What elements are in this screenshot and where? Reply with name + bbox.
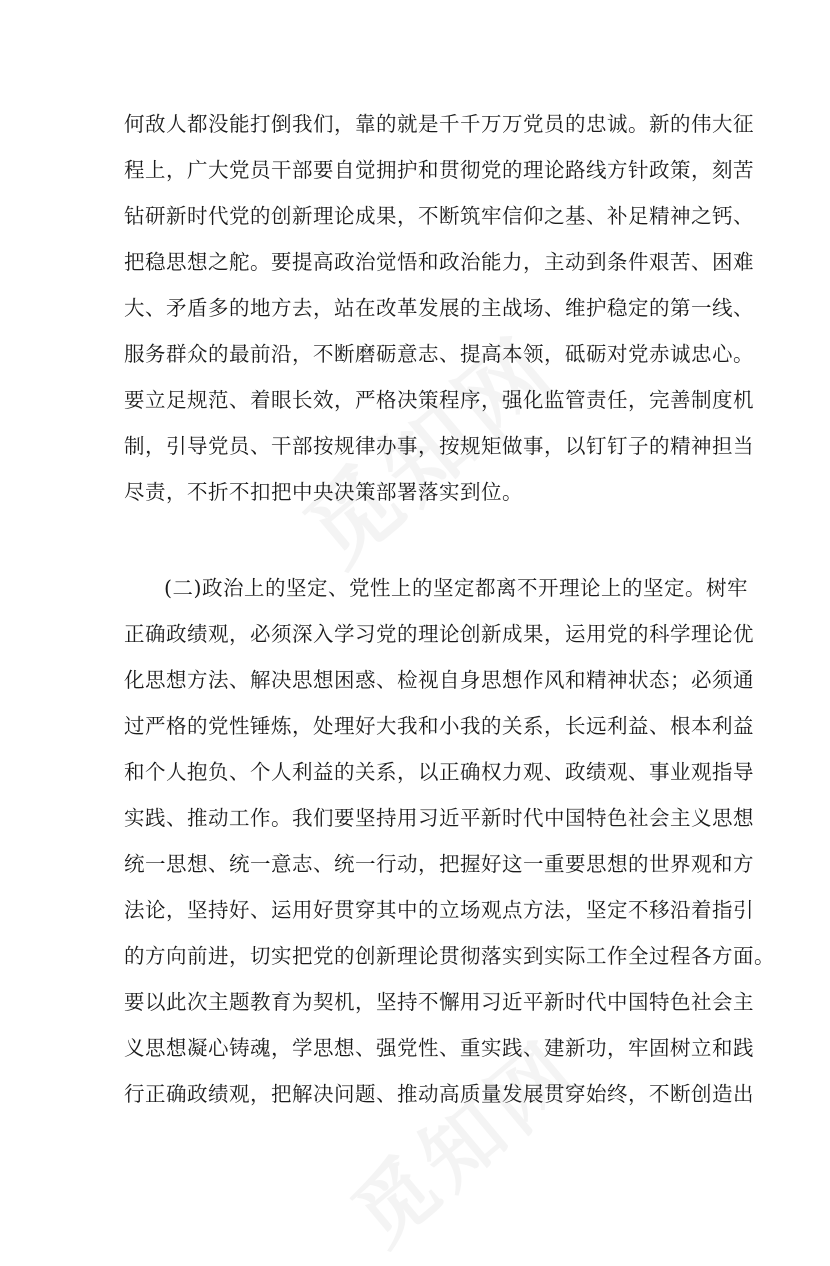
paragraph-line: 尽责，不折不扣把中央决策部署落实到位。 bbox=[124, 480, 523, 504]
paragraph-line: 行正确政绩观，把解决问题、推动高质量发展贯穿始终，不断创造出 bbox=[124, 1082, 754, 1106]
paragraph-line: 要以此次主题教育为契机，坚持不懈用习近平新时代中国特色社会主 bbox=[124, 990, 754, 1014]
paragraph-line: 制，引导党员、干部按规律办事，按规矩做事，以钉钉子的精神担当 bbox=[124, 434, 754, 458]
paragraph-line: 过严格的党性锤炼，处理好大我和小我的关系，长远利益、根本利益 bbox=[124, 714, 754, 738]
paragraph-line: 何敌人都没能打倒我们，靠的就是千千万万党员的忠诚。新的伟大征 bbox=[124, 112, 754, 136]
paragraph-line: 统一思想、统一意志、统一行动，把握好这一重要思想的世界观和方 bbox=[124, 852, 754, 876]
paragraph-line: 化思想方法、解决思想困惑、检视自身思想作风和精神状态；必须通 bbox=[124, 668, 754, 692]
paragraph-line: 和个人抱负、个人利益的关系，以正确权力观、政绩观、事业观指导 bbox=[124, 760, 754, 784]
paragraph-line: 法论，坚持好、运用好贯穿其中的立场观点方法，坚定不移沿着指引 bbox=[124, 898, 754, 922]
paragraph-line: 义思想凝心铸魂，学思想、强党性、重实践、建新功，牢固树立和践 bbox=[124, 1036, 754, 1060]
paragraph-line: 正确政绩观，必须深入学习党的理论创新成果，运用党的科学理论优 bbox=[124, 622, 754, 646]
paragraph-line: 钻研新时代党的创新理论成果，不断筑牢信仰之基、补足精神之钙、 bbox=[124, 204, 754, 228]
paragraph-line: 要立足规范、着眼长效，严格决策程序，强化监管责任，完善制度机 bbox=[124, 388, 754, 412]
paragraph-line: 服务群众的最前沿，不断磨砺意志、提高本领，砥砺对党赤诚忠心。 bbox=[124, 342, 754, 366]
paragraph-line: 大、矛盾多的地方去，站在改革发展的主战场、维护稳定的第一线、 bbox=[124, 296, 754, 320]
paragraph-line: 程上，广大党员干部要自觉拥护和贯彻党的理论路线方针政策，刻苦 bbox=[124, 158, 754, 182]
paragraph-line: 实践、推动工作。我们要坚持用习近平新时代中国特色社会主义思想 bbox=[124, 806, 754, 830]
paragraph-line: 把稳思想之舵。要提高政治觉悟和政治能力，主动到条件艰苦、困难 bbox=[124, 250, 754, 274]
paragraph-line: 的方向前进，切实把党的创新理论贯彻落实到实际工作全过程各方面。 bbox=[124, 944, 775, 968]
paragraph-line: (二)政治上的坚定、党性上的坚定都离不开理论上的坚定。树牢 bbox=[164, 576, 748, 600]
